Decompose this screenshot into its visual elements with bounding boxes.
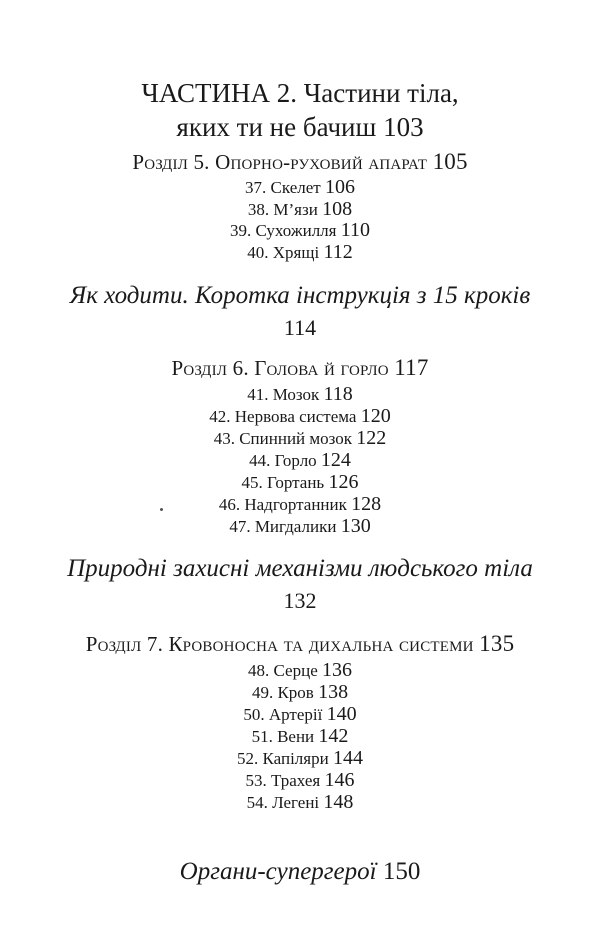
entry-page-number: 144 (332, 747, 363, 769)
entry-page-number: 138 (318, 681, 349, 703)
chapter-title: Кровоносна та дихальна системи (168, 632, 474, 656)
entry-page-number: 124 (320, 449, 351, 471)
entry-label: 49. Кров (251, 683, 314, 702)
chapter-title: Голова й горло (254, 356, 389, 380)
entry-page-number: 146 (324, 769, 355, 791)
feature-title[interactable] (0, 282, 600, 310)
toc-entry[interactable] (0, 449, 600, 472)
toc-entry[interactable] (0, 493, 600, 516)
entry-page-number: 142 (318, 725, 349, 747)
entry-page-number: 148 (323, 791, 354, 813)
feature-title-text: Органи-супергерої (179, 858, 377, 885)
feature-title-text: Природні захисні механізми людського тіла (67, 555, 533, 582)
feature-page-number-text: 132 (283, 588, 317, 613)
feature-title[interactable] (0, 858, 600, 886)
toc-entry[interactable] (0, 515, 600, 538)
toc-entry[interactable] (0, 405, 600, 428)
chapter-page-number: 117 (394, 355, 429, 380)
entry-page-number: 130 (340, 515, 371, 537)
toc-entry[interactable] (0, 703, 600, 726)
entry-label: 50. Артерії (243, 705, 323, 724)
feature-title[interactable] (0, 555, 600, 583)
part-title-text-2: яких ти не бачиш (176, 112, 377, 142)
feature-page-number (0, 315, 600, 341)
entry-label: 44. Горло (249, 451, 317, 470)
chapter-heading-5[interactable] (0, 149, 600, 175)
chapter-heading-7[interactable] (0, 631, 600, 657)
entry-label: 51. Вени (251, 727, 315, 746)
toc-entry[interactable] (0, 241, 600, 264)
entry-page-number: 108 (322, 198, 353, 220)
toc-entry[interactable] (0, 725, 600, 748)
feature-page-number-text: 150 (382, 858, 421, 885)
chapter-page-number: 135 (479, 631, 515, 656)
chapter-heading-6[interactable] (0, 355, 600, 381)
entry-label: 47. Мигдалики (229, 517, 337, 536)
entry-label: 39. Сухожилля (230, 221, 337, 240)
entry-label: 45. Гортань (241, 473, 325, 492)
part-title-line-1 (0, 78, 600, 109)
entry-label: 43. Спинний мозок (213, 429, 353, 448)
chapter-title: Опорно-руховий апарат (215, 150, 428, 174)
entry-label: 37. Скелет (245, 178, 321, 197)
toc-entry[interactable] (0, 471, 600, 494)
entry-label: 41. Мозок (247, 385, 320, 404)
toc-entry[interactable] (0, 769, 600, 792)
entry-page-number: 128 (351, 493, 382, 515)
chapter-prefix: Розділ 5. (132, 150, 210, 174)
chapter-prefix: Розділ 6. (171, 356, 249, 380)
toc-entry[interactable] (0, 176, 600, 199)
feature-page-number-text: 114 (283, 315, 317, 340)
entry-page-number: 126 (328, 471, 359, 493)
part-title-line-2 (0, 112, 600, 143)
toc-entry[interactable] (0, 659, 600, 682)
entry-page-number: 140 (326, 703, 357, 725)
entry-label: 54. Легені (246, 793, 320, 812)
toc-entry[interactable] (0, 681, 600, 704)
entry-page-number: 136 (322, 659, 352, 681)
entry-label: 42. Нервова система (209, 407, 357, 426)
entry-page-number: 110 (340, 219, 370, 241)
toc-entry[interactable] (0, 747, 600, 770)
part-page-number: 103 (383, 112, 424, 142)
chapter-page-number: 105 (432, 149, 468, 174)
entry-page-number: 118 (323, 383, 353, 405)
entry-label: 53. Трахея (245, 771, 321, 790)
part-title-text: ЧАСТИНА 2. Частини тіла, (141, 78, 459, 108)
feature-page-number (0, 588, 600, 614)
toc-entry[interactable] (0, 791, 600, 814)
entry-label: 52. Капіляри (237, 749, 329, 768)
entry-page-number: 122 (356, 427, 387, 449)
entry-page-number: 112 (323, 241, 353, 263)
toc-entry[interactable] (0, 383, 600, 406)
entry-page-number: 106 (324, 176, 355, 198)
entry-label: 48. Серце (248, 661, 318, 680)
entry-label: 38. М’язи (247, 200, 318, 219)
toc-entry[interactable] (0, 198, 600, 221)
entry-label: 46. Надгортанник (218, 495, 347, 514)
toc-entry[interactable] (0, 427, 600, 450)
chapter-prefix: Розділ 7. (85, 632, 164, 656)
entry-label: 40. Хрящі (247, 243, 320, 262)
feature-title-text: Як ходити. Коротка інструкція з 15 кроків (69, 282, 531, 309)
print-speck (160, 508, 163, 511)
entry-page-number: 120 (360, 405, 391, 427)
toc-entry[interactable] (0, 219, 600, 242)
